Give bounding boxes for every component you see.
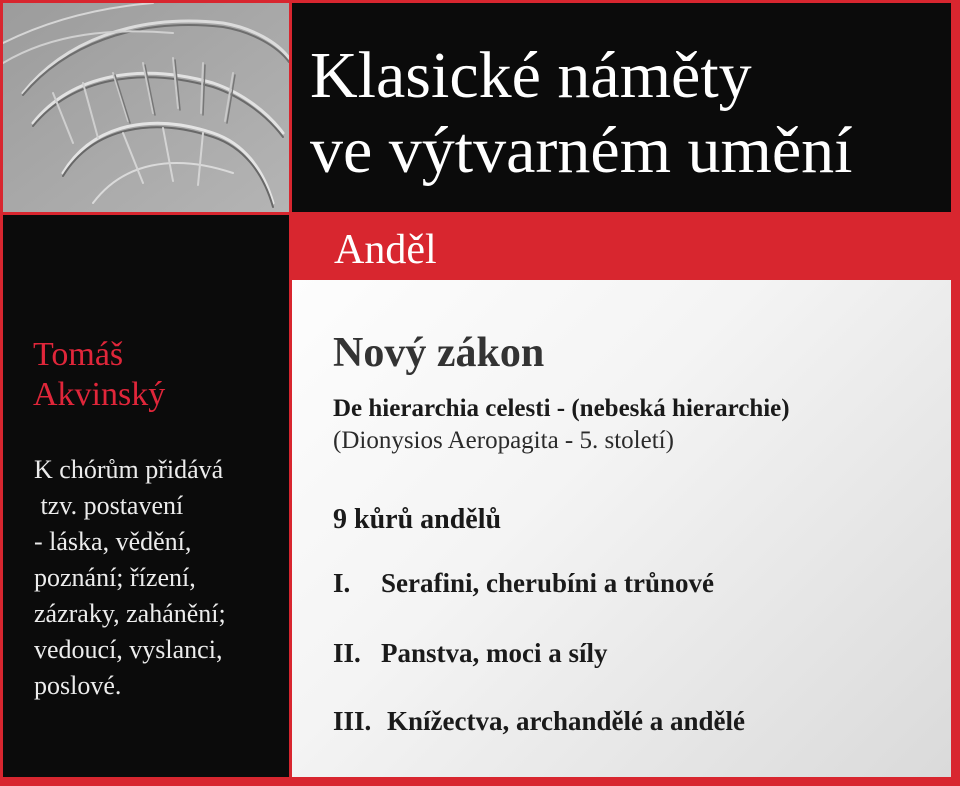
note-line: tzv. postavení [34,491,184,520]
person-name-line-2: Akvinský [33,376,166,413]
page-title-line-2: ve výtvarném umění [310,114,853,187]
content-panel [292,280,951,777]
list-item-text: Knížectva, archandělé a andělé [387,706,745,736]
list-item-numeral: III. [333,706,372,736]
list-item-text: Panstva, moci a síly [381,638,608,668]
subtitle: Anděl [334,227,437,273]
sidebar [3,215,289,777]
person-name-line-1: Tomáš [33,336,124,373]
note-line: vedoucí, vyslanci, [34,635,223,664]
title-box [292,3,951,212]
note-line: - láska, vědění, [34,527,192,556]
note-line: poznání; řízení, [34,563,196,592]
list-item [333,640,608,667]
note-line: K chórům přidává [34,455,224,484]
source-title: De hierarchia celesti - (nebeská hierarchie) [333,395,790,422]
feather-relief-graphic [3,3,289,212]
note-line: poslové. [34,671,122,700]
list-title: 9 kůrů andělů [333,504,502,535]
list-item-numeral: II. [333,638,361,668]
list-item-numeral: I. [333,568,351,598]
section-heading: Nový zákon [333,330,545,376]
page-title-line-1: Klasické náměty [310,39,752,112]
note-line: zázraky, zahánění; [34,599,226,628]
list-item [333,570,714,597]
sidebar-note [34,452,289,704]
person-name [33,335,233,415]
feather-image [3,3,289,212]
list-item [333,708,745,735]
list-item-text: Serafini, cherubíni a trůnové [381,568,715,598]
subtitle-band [292,215,951,277]
source-author: (Dionysios Aeropagita - 5. století) [333,427,674,454]
